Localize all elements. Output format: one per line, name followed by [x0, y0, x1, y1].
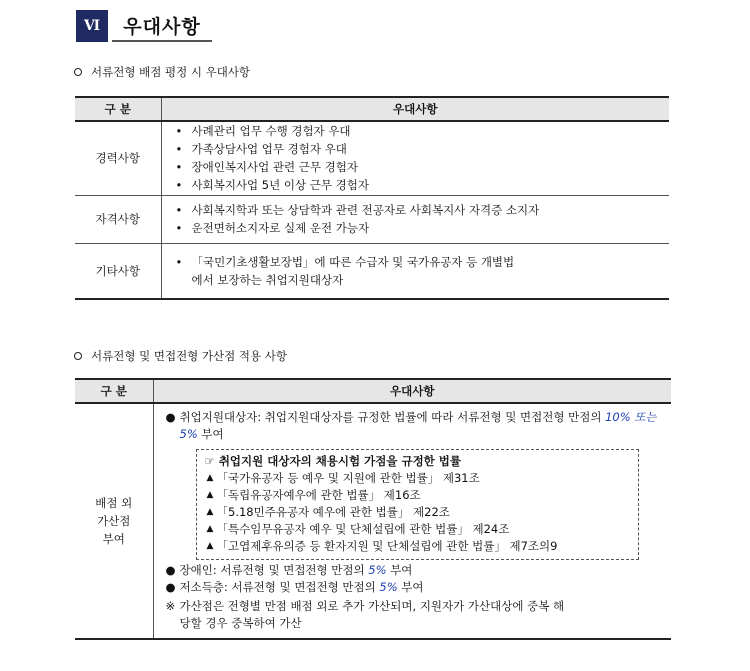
table1-header-preference: 우대사항 [161, 97, 669, 121]
qualification-items [162, 201, 670, 237]
career-items-cell [161, 121, 669, 195]
other-items-cell [161, 243, 669, 299]
triangle-icon: ▲ [206, 472, 214, 483]
table1-header-category: 구 분 [75, 97, 161, 121]
category-qualification: 자격사항 [75, 195, 161, 243]
category-career: 경력사항 [75, 121, 161, 195]
category-bonus-line: 배점 외 [95, 496, 133, 510]
bonus-item-employment-support: ● 취업지원대상자: 취업지원대상자를 규정한 법률에 따라 서류전형 및 면접전형 만점의 10% 또는 5% 부여 [165, 409, 657, 441]
bonus-content-cell [153, 403, 671, 639]
bullet-icon: ● [165, 409, 176, 424]
law-item: ▲ 「고엽제후유의증 등 환자지원 및 단체설립에 관한 법률」 제7조의9 [206, 538, 558, 553]
circle-bullet-icon [74, 68, 82, 76]
section1-title-row [74, 64, 250, 80]
heading-number: Ⅵ [76, 10, 108, 42]
section2-title-row [74, 348, 287, 364]
section2-title: 서류전형 및 면접전형 가산점 적용 사항 [91, 349, 288, 363]
law-item: ▲ 「특수임무유공자 예우 및 단체설립에 관한 법률」 제24조 [206, 521, 510, 536]
law-box-title: ☞ 취업지원 대상자의 채용시험 가점을 규정한 법률 [204, 453, 462, 468]
list-item: • 가족상담사업 업무 경험자 우대 [176, 140, 670, 158]
other-items [162, 253, 670, 289]
triangle-icon: ▲ [206, 489, 214, 500]
preference-table [75, 96, 669, 300]
category-bonus [75, 403, 153, 639]
law-item: ▲ 「5.18민주유공자 예우에 관한 법률」 제22조 [206, 504, 450, 519]
triangle-icon: ▲ [206, 540, 214, 551]
law-reference-box [196, 449, 640, 560]
list-item: • 사회복지학과 또는 상담학과 관련 전공자로 사회복지사 자격증 소지자 [176, 201, 670, 219]
list-item: • 사례관리 업무 수행 경험자 우대 [176, 122, 670, 140]
career-items [162, 122, 670, 194]
section1-title: 서류전형 배점 평정 시 우대사항 [91, 65, 251, 79]
bonus-item-low-income: ● 저소득층: 서류전형 및 면접전형 만점의 5% 부여 [165, 579, 424, 594]
category-bonus-line: 가산점 [97, 514, 131, 528]
bonus-content [154, 407, 672, 636]
section-heading [76, 10, 212, 42]
bullet-icon: ● [165, 579, 176, 594]
triangle-icon: ▲ [206, 506, 214, 517]
list-item: • 사회복지사업 5년 이상 근무 경험자 [176, 176, 670, 194]
bonus-note: ※ 가산점은 전형별 만점 배점 외로 추가 가산되며, 지원자가 가산대상에 중복 해당할 경우 중복하여 가산 [165, 598, 565, 630]
circle-bullet-icon [74, 352, 82, 360]
table2-header-category: 구 분 [75, 379, 153, 403]
bonus-item-disabled: ● 장애인: 서류전형 및 면접전형 만점의 5% 부여 [165, 562, 413, 577]
list-item: • 장애인복지사업 관련 근무 경험자 [176, 158, 670, 176]
bonus-rate: 10% 또는 5% [179, 409, 657, 441]
table2-header-preference: 우대사항 [153, 379, 671, 403]
note-icon: ※ [165, 598, 176, 613]
category-other: 기타사항 [75, 243, 161, 299]
bullet-icon: ● [165, 562, 176, 577]
triangle-icon: ▲ [206, 523, 214, 534]
category-bonus-line: 부여 [102, 532, 125, 546]
bonus-rate: 5% [368, 562, 387, 577]
bonus-rate: 5% [379, 579, 398, 594]
law-item: ▲ 「국가유공자 등 예우 및 지원에 관한 법률」 제31조 [206, 470, 480, 485]
list-item: • 「국민기초생활보장법」에 따른 수급자 및 국가유공자 등 개별법에서 보장하는 취업지원대상자 [176, 253, 670, 289]
law-item: ▲ 「독립유공자예우에 관한 법률」 제16조 [206, 487, 421, 502]
heading-title: 우대사항 [112, 10, 212, 42]
bonus-points-table [75, 378, 671, 640]
qualification-items-cell [161, 195, 669, 243]
list-item: • 운전면허소지자로 실제 운전 가능자 [176, 219, 670, 237]
